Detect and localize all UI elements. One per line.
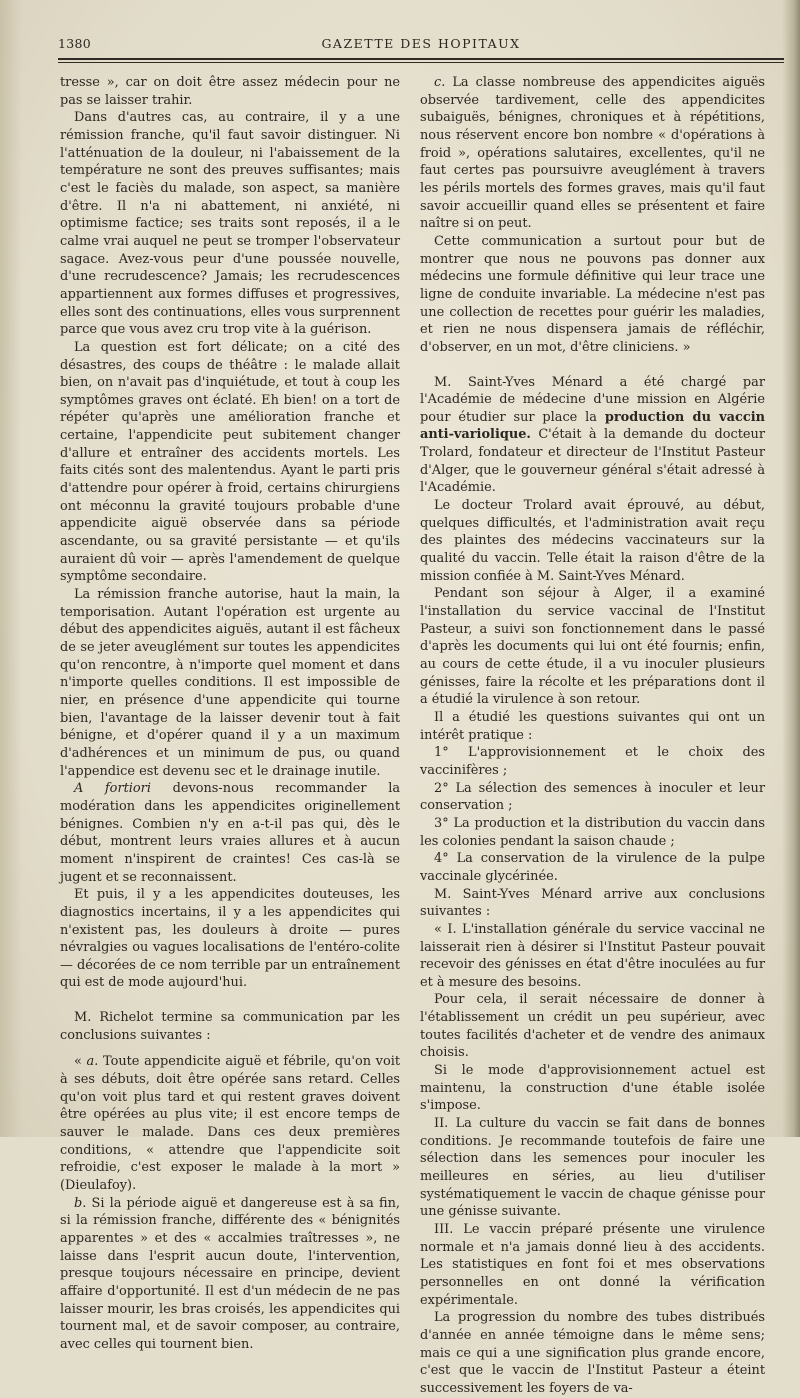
paragraph (60, 780, 400, 886)
paragraph: tresse », car on doit être assez médecin pour ne pas se laisser trahir. (60, 75, 400, 108)
conclusion-item (420, 74, 765, 233)
paragraph: M. Saint-Yves Ménard arrive aux conclusions suivantes : (420, 886, 765, 920)
item-text: Si la période aiguë et dangereuse est à sa fin, si la rémission franche, différente des « bénignités apparentes » et des « accalmies traîtresses », ne laisse dans l'esprit aucun doute, l'intervention, presque toujours nécessaire en principe, devient affaire d'opportunité. Il est d'un médecin de ne pas laisser mourir, les bras croisés, les appendicites qui tournent mal, et de savoir composer, au contraire, avec celles qui tournent bien. (60, 1195, 400, 1352)
list-item: 2° La sélection des semences à inoculer et leur conservation ; (420, 780, 765, 814)
paragraph (420, 374, 765, 498)
header-rule-thin (58, 62, 784, 63)
list-item: 4° La conservation de la virulence de la pulpe vaccinale glycérinée. (420, 851, 765, 884)
page-left-shadow (0, 0, 22, 1137)
page-number: 1380 (58, 36, 92, 51)
right-column (420, 74, 765, 1396)
paragraph: M. Richelot termine sa communication par les conclusions suivantes : (60, 1010, 400, 1043)
journal-title: GAZETTE DES HOPITAUX (321, 36, 521, 51)
item-label: b. (74, 1195, 87, 1211)
paragraph: Cette communication a surtout pour but de montrer que nous ne pouvons pas donner aux médecins une formule définitive qui leur trace une ligne de conduite invariable. La médecine n'est pas une collection de recettes pour guérir les maladies, et rien ne nous dispensera jamais de réfléchir, d'observer, en un mot, d'être cliniciens. » (420, 233, 765, 355)
paragraph: Pour cela, il serait nécessaire de donner à l'établissement un crédit un peu supérieur, avec toutes facilités d'acheter et de vendre des animaux choisis. (420, 992, 765, 1061)
quote-open: « (74, 1054, 87, 1070)
item-text: Toute appendicite aiguë et fébrile, qu'on voit à ses débuts, doit être opérée sans retard. Celles qu'on voit plus tard et qui restent graves doivent être opérées au plus vite; il est encore temps de sauver le malade. Dans ces deux premières conditions, « attendre que l'appendicite soit refroidie, c'est exposer le malade à la mort » (Dieulafoy). (60, 1054, 401, 1194)
paragraph: Pendant son séjour à Alger, il a examiné l'installation du service vaccinal de l'Institut Pasteur, a suivi son fonctionnement dans le passé d'après les documents qui lui ont été fournis; enfin, au cours de cette étude, il a vu inoculer plusieurs génisses, faire la récolte et les préparations dont il a étudié la virulence à son retour. (420, 586, 765, 708)
page-header (58, 36, 784, 56)
conclusion-item (60, 1053, 400, 1194)
item-text: La classe nombreuse des appendicites aiguës observée tardivement, celle des appendicites subaiguës, bénignes, chroniques et à répétitions, nous réservent encore bon nombre « d'opérations à froid », opérations salutaires, excellentes, qu'il ne faut certes pas poursuivre aveuglément à travers les périls mortels des formes graves, mais qu'il faut savoir accueillir quand elles se présentent et faire naître si on peut. (420, 75, 765, 232)
paragraph: La progression du nombre des tubes distribués d'année en année témoigne dans le même sens; mais ce qui a une signification plus grande encore, c'est que le vaccin de l'Institut Pasteur a éteint successivement les foyers de va- (420, 1310, 765, 1396)
paragraph: Il a étudié les questions suivantes qui ont un intérêt pratique : (420, 709, 765, 743)
paragraph: Et puis, il y a les appendicites douteuses, les diagnostics incertains, il y a les appendicites qui n'existent pas, les douleurs à droite — pures névralgies ou vagues localisations de l'entéro-colite — décorées de ce nom terrible par un entraînement qui est de mode aujourd'hui. (60, 887, 400, 991)
page-right-edge (782, 0, 800, 1137)
header-rule-thick (58, 58, 784, 60)
paragraph: II. La culture du vaccin se fait dans de bonnes conditions. Je recommande toutefois de faire une sélection dans les semences pour inoculer les meilleures en séries, au lieu d'utiliser systématiquement le vaccin de chaque génisse pour une génisse suivante. (420, 1116, 765, 1220)
paragraph-text: C'était à la demande du docteur Trolard, fondateur et directeur de l'Institut Pasteur d'Alger, que le gouverneur général s'était adressé à l'Académie. (420, 427, 765, 496)
list-item: 3° La production et la distribution du vaccin dans les colonies pendant la saison chaude ; (420, 815, 765, 849)
item-label: a. (86, 1054, 99, 1070)
list-item: 1° L'approvisionnement et le choix des vaccinifères ; (420, 745, 765, 778)
paragraph: La question est fort délicate; on a cité des désastres, des coups de théâtre : le malade allait bien, on n'avait pas d'inquiétude, et tout à coup les symptômes graves ont éclaté. Eh bien! on a tort de répéter qu'après une amélioration franche et certaine, l'appendicite peut subitement changer d'allure et entraîner des accidents mortels. Les faits cités sont des malentendus. Ayant le parti pris d'attendre pour opérer à froid, certains chirurgiens ont méconnu la gravité toujours probable d'une appendicite aiguë observée dans sa période ascendante, ou sa gravité persistante — et qu'ils auraient dû voir — après l'amendement de quelque symptôme secondaire. (60, 339, 400, 585)
paragraph: III. Le vaccin préparé présente une virulence normale et n'a jamais donné lieu à des accidents. Les statistiques en font foi et mes observations personnelles en ont donné la vérification expérimentale. (420, 1222, 765, 1308)
conclusion-item (60, 1195, 400, 1354)
bold-topic: production du vaccin anti-variolique. (420, 409, 765, 443)
paragraph: Si le mode d'approvisionnement actuel est maintenu, la construction d'une étable isolée s'impose. (420, 1063, 765, 1114)
italic-phrase: A fortiori (74, 781, 151, 797)
paragraph: La rémission franche autorise, haut la main, la temporisation. Autant l'opération est urgente au début des appendicites aiguës, autant il est fâcheux de se jeter aveuglément sur toutes les appendicites qu'on rencontre, à n'importe quel moment et dans n'importe quelles conditions. Il est impossible de nier, en présence d'une appendicite qui tourne bien, l'avantage de la laisser devenir tout à fait bénigne, et d'opérer quand il y a un maximum d'adhérences et un minimum de pus, ou quand l'appendice est devenu sec et le drainage inutile. (60, 587, 400, 779)
paragraph-text: devons-nous recommander la modération dans les appendicites originellement bénignes. Combien n'y en a-t-il pas qui, dès le début, montrent leurs vraies allures et à aucun moment n'inspirent de craintes! Ces cas-là se jugent et se reconnaissent. (60, 781, 401, 885)
paragraph-text: M. Saint-Yves Ménard a été chargé par l'Académie de médecine d'une mission en Algérie pour étudier sur place la (420, 374, 765, 425)
paragraph: « I. L'installation générale du service vaccinal ne laisserait rien à désirer si l'Institut Pasteur pouvait recevoir des génisses en état d'être inoculées au fur et à mesure des besoins. (420, 921, 765, 990)
item-label: c. (434, 75, 446, 90)
left-column (60, 74, 401, 1352)
paragraph: Dans d'autres cas, au contraire, il y a une rémission franche, qu'il faut savoir distinguer. Ni l'atténuation de la douleur, ni l'abaissement de la température ne sont des preuves suffisantes; mais c'est le faciès du malade, son aspect, sa manière d'être. Il n'a ni abattement, ni anxiété, ni optimisme factice; ses traits sont reposés, il a le calme vrai auquel ne peut se tromper l'observateur sagace. Avez-vous peur d'une poussée nouvelle, d'une recrudescence? Jamais; les recrudescences appartiennent aux formes diffuses et progressives, elles sont des continuations, elles vous surprennent parce que vous avez cru trop vite à la guérison. (60, 110, 400, 338)
paragraph: Le docteur Trolard avait éprouvé, au début, quelques difficultés, et l'administration avait reçu des plaintes des médecins vaccinateurs sur la qualité du vaccin. Telle était la raison d'être de la mission confiée à M. Saint-Yves Ménard. (420, 498, 765, 584)
